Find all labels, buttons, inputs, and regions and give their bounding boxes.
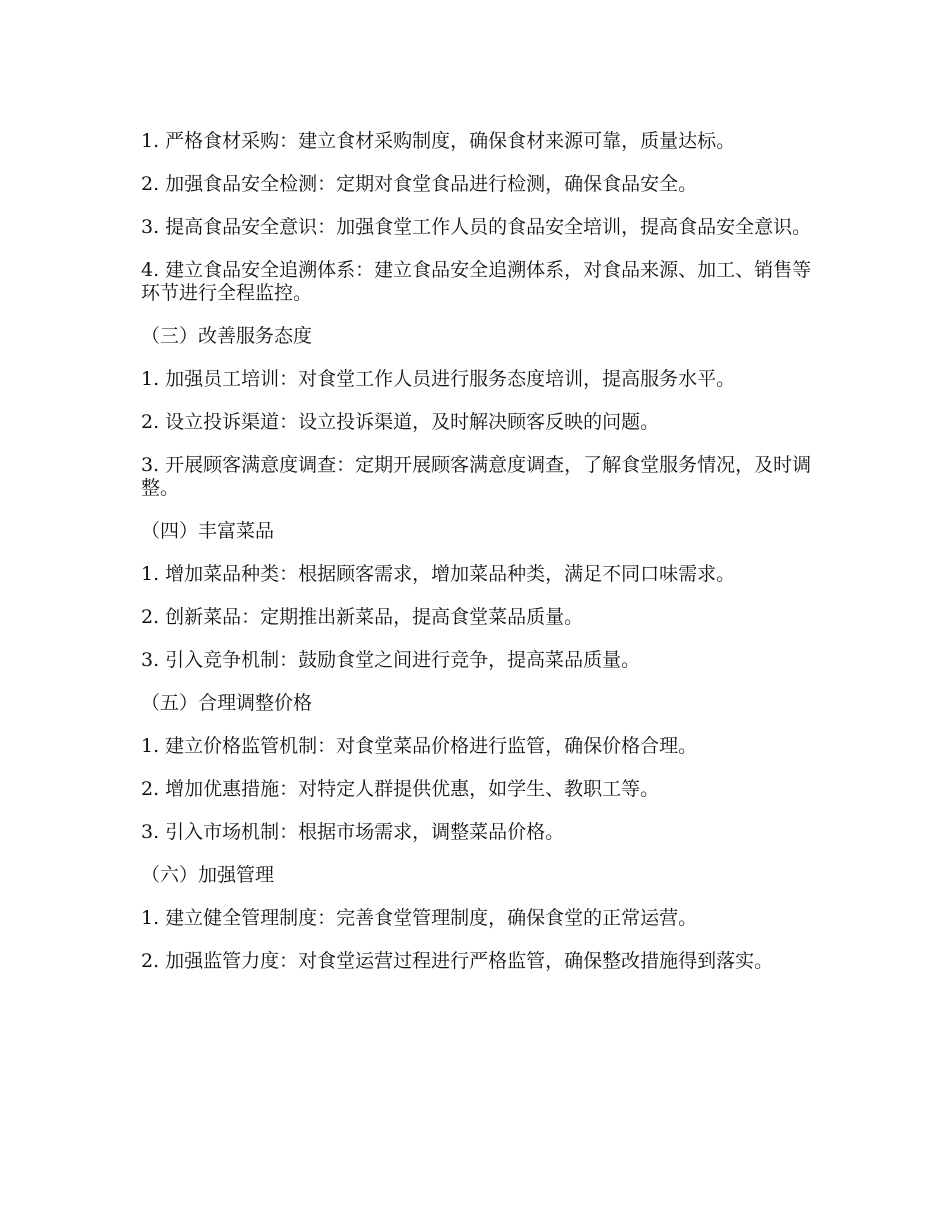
list-item: 2. 创新菜品：定期推出新菜品，提高食堂菜品质量。 (141, 606, 584, 628)
list-item: 1. 增加菜品种类：根据顾客需求，增加菜品种类，满足不同口味需求。 (141, 563, 736, 585)
list-item: 1. 加强员工培训：对食堂工作人员进行服务态度培训，提高服务水平。 (141, 368, 736, 390)
list-item: 1. 建立健全管理制度：完善食堂管理制度，确保食堂的正常运营。 (141, 907, 698, 929)
list-item: 3. 提高食品安全意识：加强食堂工作人员的食品安全培训，提高食品安全意识。 (141, 216, 812, 238)
list-item: 2. 加强监管力度：对食堂运营过程进行严格监管，确保整改措施得到落实。 (141, 950, 774, 972)
list-item: 3. 开展顾客满意度调查：定期开展顾客满意度调查，了解食堂服务情况，及时调整。 (141, 454, 812, 499)
section-heading: （五）合理调整价格 (141, 692, 313, 714)
list-item: 2. 设立投诉渠道：设立投诉渠道，及时解决顾客反映的问题。 (141, 411, 660, 433)
list-item: 2. 增加优惠措施：对特定人群提供优惠，如学生、教职工等。 (141, 778, 660, 800)
document-body (141, 130, 813, 993)
list-item: 1. 建立价格监管机制：对食堂菜品价格进行监管，确保价格合理。 (141, 735, 698, 757)
list-item: 2. 加强食品安全检测：定期对食堂食品进行检测，确保食品安全。 (141, 173, 698, 195)
list-item: 3. 引入市场机制：根据市场需求，调整菜品价格。 (141, 821, 565, 843)
list-item: 3. 引入竞争机制：鼓励食堂之间进行竞争，提高菜品质量。 (141, 649, 641, 671)
list-item: 4. 建立食品安全追溯体系：建立食品安全追溯体系，对食品来源、加工、销售等环节进行全程监控。 (141, 259, 812, 304)
section-heading: （六）加强管理 (141, 864, 275, 886)
section-heading: （三）改善服务态度 (141, 325, 313, 347)
section-heading: （四）丰富菜品 (141, 520, 275, 542)
list-item: 1. 严格食材采购：建立食材采购制度，确保食材来源可靠，质量达标。 (141, 130, 736, 152)
